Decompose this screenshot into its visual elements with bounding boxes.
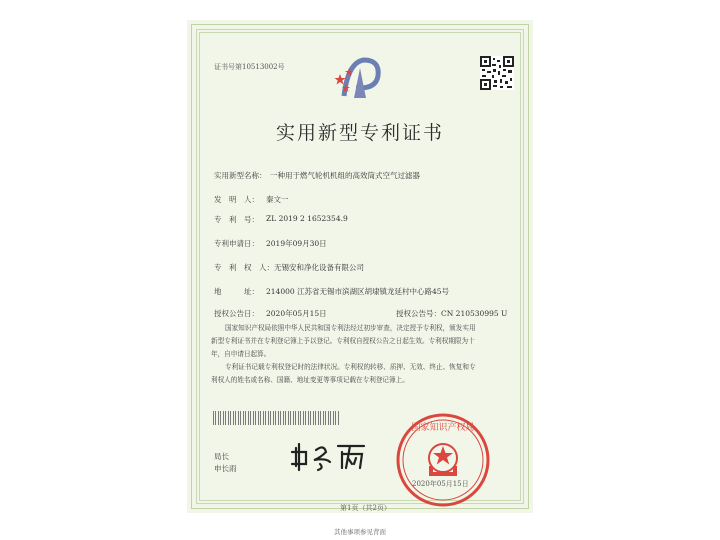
- notice-paragraph-2: [211, 361, 507, 387]
- notice-line: 利权人的姓名或名称、国籍、地址变更等事项记载在专利登记簿上。: [211, 376, 409, 384]
- field-label-patentee: 专 利 权 人：: [214, 263, 274, 272]
- barcode-strip: [213, 411, 339, 425]
- qr-code-icon: [480, 56, 514, 90]
- field-label-utility-name: 实用新型名称：: [214, 171, 267, 180]
- field-value-application-date: 2019年09月30日: [266, 239, 327, 248]
- director-name: 申长雨: [214, 464, 237, 473]
- field-value-patent-no: ZL 2019 2 1652354.9: [266, 214, 348, 223]
- notice-paragraph-1: [211, 322, 507, 361]
- field-label-address: 地 址：: [214, 287, 259, 296]
- field-value-utility-name: 一种用于燃气轮机机组的高效筒式空气过滤器: [270, 171, 420, 180]
- patent-office-emblem-icon: [330, 48, 390, 108]
- certificate-title: 实用新型专利证书: [275, 122, 444, 144]
- notice-line: 新型专利证书并在专利登记簿上予以登记。专利权自授权公告之日起生效。专利权期限为十: [211, 337, 475, 345]
- field-value-grant-date: 2020年05月15日: [266, 309, 327, 318]
- field-label-application-date: 专利申请日：: [214, 239, 259, 248]
- director-title: 局长: [214, 452, 229, 461]
- field-label-inventor: 发 明 人：: [214, 195, 259, 204]
- field-label-patent-no: 专 利 号：: [214, 215, 259, 224]
- notice-line: 专利证书记载专利权登记时的法律状况。专利权的转移、质押、无效、终止、恢复和专: [225, 363, 476, 371]
- notice-line: 国家知识产权局依照中华人民共和国专利法经过初步审查，决定授予专利权，颁发实用: [225, 324, 476, 332]
- field-value-address: 214000 江苏省无锡市滨湖区胡埭镇龙延村中心路45号: [266, 287, 450, 296]
- field-label-grant-date: 授权公告日：: [214, 309, 259, 318]
- svg-text:国家知识产权局: 国家知识产权局: [411, 423, 475, 433]
- announcement-number: 授权公告号：CN 210530995 U: [396, 309, 508, 318]
- certificate-number: 证书号第10513002号: [214, 63, 285, 71]
- seal-date: 2020年05月15日: [412, 480, 469, 488]
- official-seal-icon: [393, 410, 493, 510]
- director-signature-icon: [290, 440, 370, 472]
- page-info: 第1页（共2页）: [340, 504, 391, 512]
- notice-line: 年，自申请日起算。: [211, 350, 271, 358]
- field-value-inventor: 秦文一: [266, 195, 289, 204]
- field-value-patentee: 无锡安和净化设备有限公司: [274, 263, 364, 272]
- footnote: 其他事项参见背面: [334, 528, 386, 536]
